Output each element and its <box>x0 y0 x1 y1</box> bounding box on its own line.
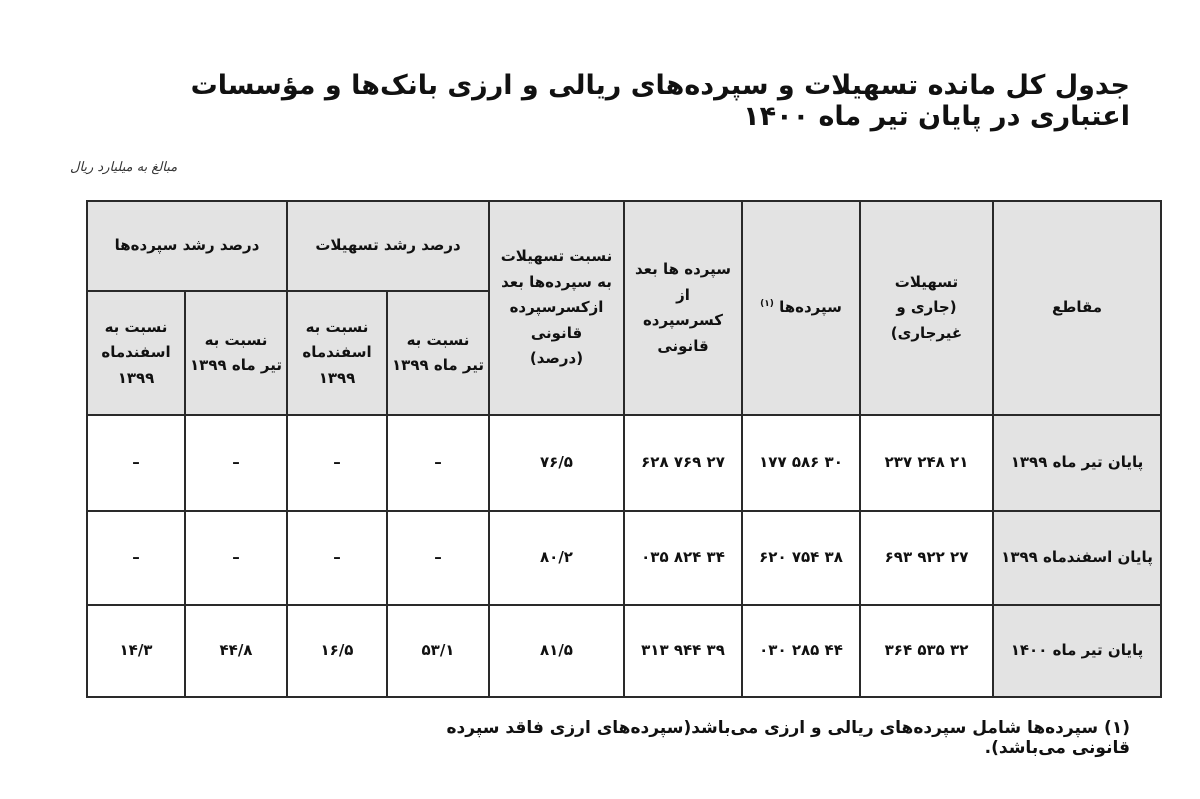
header-facilities-line2: (جاری و غیرجاری) <box>890 298 963 342</box>
header-fac-growth-tir <box>387 291 489 415</box>
cell-deposits: ۳۰ ۵۸۶ ۱۷۷ <box>742 415 860 511</box>
header-ratio-line4: (درصد) <box>529 349 584 368</box>
header-net-deposits-line3: قانونی <box>657 336 709 355</box>
header-dep-growth-tir <box>185 291 287 415</box>
header-ratio-line3: ازکسرسپرده قانونی <box>509 298 604 342</box>
header-period: مقاطع <box>993 201 1161 415</box>
cell-dep-growth-esfand: ۱۴/۳ <box>87 605 185 697</box>
row-period: پایان اسفندماه ۱۳۹۹ <box>993 511 1161 605</box>
footnote: (۱) سپرده‌ها شامل سپرده‌های ریالی و ارزی می‌باشد(سپرده‌های ارزی فاقد سپرده قانونی می‌باشد). <box>446 718 1130 758</box>
cell-fac-growth-esfand: – <box>287 415 387 511</box>
cell-facilities: ۲۱ ۲۴۸ ۲۳۷ <box>860 415 993 511</box>
cell-deposits: ۴۴ ۲۸۵ ۰۳۰ <box>742 605 860 697</box>
cell-net-deposits: ۳۴ ۸۲۴ ۰۳۵ <box>624 511 742 605</box>
cell-fac-growth-tir: – <box>387 511 489 605</box>
header-ratio <box>489 201 624 415</box>
header-facilities-growth: درصد رشد تسهیلات <box>287 201 489 291</box>
header-fac-growth-esfand <box>287 291 387 415</box>
row-period: پایان تیر ماه ۱۴۰۰ <box>993 605 1161 697</box>
page-title: جدول کل مانده تسهیلات و سپرده‌های ریالی و ارزی بانک‌ها و مؤسسات اعتباری در پایان تیر ماه ۱۴۰۰ <box>190 70 1130 132</box>
cell-dep-growth-tir: – <box>185 415 287 511</box>
header-ratio-line2: به سپرده‌ها بعد <box>501 272 612 291</box>
cell-fac-growth-esfand: – <box>287 511 387 605</box>
cell-facilities: ۳۲ ۵۳۵ ۳۶۴ <box>860 605 993 697</box>
header-facilities <box>860 201 993 415</box>
header-dep-growth-esfand-line1: نسبت به <box>104 317 168 336</box>
unit-note: مبالغ به میلیارد ریال <box>70 160 178 175</box>
header-deposits-label: سپرده‌ها <box>779 298 842 317</box>
table-row <box>87 511 1161 605</box>
cell-facilities: ۲۷ ۹۲۲ ۶۹۳ <box>860 511 993 605</box>
header-dep-growth-esfand <box>87 291 185 415</box>
header-row-top <box>87 201 1161 291</box>
table-row <box>87 605 1161 697</box>
header-dep-growth-tir-line1: نسبت به <box>204 330 268 349</box>
cell-ratio: ۸۱/۵ <box>489 605 624 697</box>
cell-net-deposits: ۳۹ ۹۴۴ ۳۱۳ <box>624 605 742 697</box>
header-net-deposits <box>624 201 742 415</box>
cell-net-deposits: ۲۷ ۷۶۹ ۶۲۸ <box>624 415 742 511</box>
cell-dep-growth-tir: ۴۴/۸ <box>185 605 287 697</box>
cell-dep-growth-esfand: – <box>87 415 185 511</box>
cell-dep-growth-esfand: – <box>87 511 185 605</box>
cell-ratio: ۷۶/۵ <box>489 415 624 511</box>
cell-dep-growth-tir: – <box>185 511 287 605</box>
header-fac-growth-tir-line2: تیر ماه ۱۳۹۹ <box>392 356 484 374</box>
table-row <box>87 415 1161 511</box>
row-period: پایان تیر ماه ۱۳۹۹ <box>993 415 1161 511</box>
data-table <box>86 200 1162 698</box>
header-facilities-line1: تسهیلات <box>894 272 959 291</box>
header-fac-growth-esfand-line2: اسفندماه ۱۳۹۹ <box>302 343 372 387</box>
header-deposits-growth: درصد رشد سپرده‌ها <box>87 201 287 291</box>
cell-deposits: ۳۸ ۷۵۴ ۶۲۰ <box>742 511 860 605</box>
cell-fac-growth-esfand: ۱۶/۵ <box>287 605 387 697</box>
footnote-mark: (۱) <box>760 299 774 310</box>
cell-fac-growth-tir: – <box>387 415 489 511</box>
header-deposits <box>742 201 860 415</box>
header-net-deposits-line2: کسرسپرده <box>642 311 724 329</box>
header-fac-growth-esfand-line1: نسبت به <box>305 317 369 336</box>
cell-ratio: ۸۰/۲ <box>489 511 624 605</box>
header-fac-growth-tir-line1: نسبت به <box>406 330 470 349</box>
header-dep-growth-esfand-line2: اسفندماه ۱۳۹۹ <box>101 343 171 387</box>
header-ratio-line1: نسبت تسهیلات <box>500 247 613 266</box>
header-dep-growth-tir-line2: تیر ماه ۱۳۹۹ <box>190 356 282 374</box>
cell-fac-growth-tir: ۵۳/۱ <box>387 605 489 697</box>
header-net-deposits-line1: سپرده ها بعد از <box>635 260 731 304</box>
